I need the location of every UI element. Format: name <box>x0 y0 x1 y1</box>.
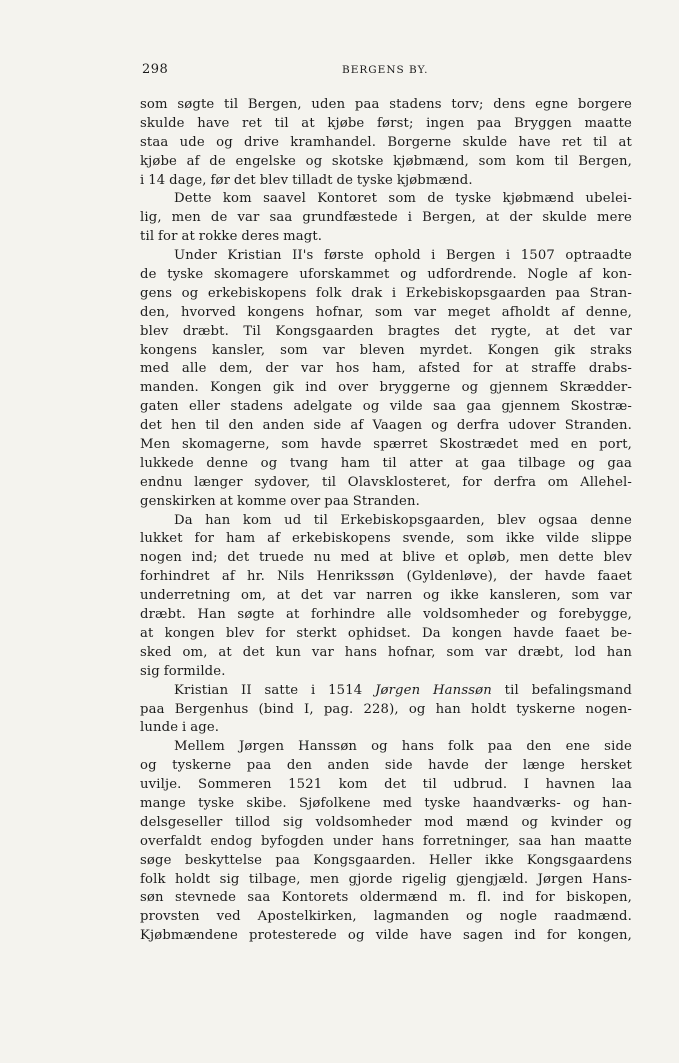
text-line: mange tyske skibe. Sjøfolkene med tyske haandværks- og han- <box>140 795 632 811</box>
text-line: lig, men de var saa grundfæstede i Bergen, at der skulde mere <box>140 210 632 226</box>
body-text <box>140 96 632 946</box>
text-line: folk holdt sig tilbage, men gjorde rigelig gjengjæld. Jørgen Hans- <box>140 871 632 887</box>
text-line: det hen til den anden side af Vaagen og derfra udover Stranden. <box>140 418 632 434</box>
text-line: søn stevnede saa Kontorets oldermænd m. fl. ind for biskopen, <box>140 890 632 906</box>
text-line: lunde i age. <box>140 720 220 736</box>
running-title: BERGENS BY. <box>342 64 429 76</box>
text-line: og tyskerne paa den anden side havde der længe hersket <box>140 758 632 774</box>
text-line: sig formilde. <box>140 663 226 679</box>
text-line: til for at rokke deres magt. <box>140 229 323 245</box>
text-line: Mellem Jørgen Hanssøn og hans folk paa den ene side <box>174 739 632 755</box>
text-line: den, hvorved kongens hofnar, som var meget afholdt af denne, <box>140 304 632 320</box>
text-line <box>140 682 632 701</box>
text-line: delsgeseller tillod sig voldsomheder mod mænd og kvinder og <box>140 814 632 830</box>
text-run: til befalingsmand <box>491 682 632 698</box>
text-line: Kjøbmændene protesterede og vilde have sagen ind for kongen, <box>140 928 632 944</box>
text-line: manden. Kongen gik ind over bryggerne og gjennem Skrædder- <box>140 380 632 396</box>
text-line: kongens kansler, som var bleven myrdet. Kongen gik straks <box>140 342 632 358</box>
text-line: Under Kristian II's første ophold i Bergen i 1507 optraadte <box>174 248 632 264</box>
text-line: søge beskyttelse paa Kongsgaarden. Heller ikke Kongsgaardens <box>140 852 632 868</box>
text-line: Men skomagerne, som havde spærret Skostrædet med en port, <box>140 437 632 453</box>
text-line: lukkede denne og tvang ham til atter at gaa tilbage og gaa <box>140 455 632 471</box>
text-line: kjøbe af de engelske og skotske kjøbmænd, som kom til Bergen, <box>140 153 632 169</box>
text-line: blev dræbt. Til Kongsgaarden bragtes det rygte, at det var <box>140 323 632 339</box>
text-line: sked om, at det kun var hans hofnar, som var dræbt, lod han <box>140 644 632 660</box>
text-line: gens og erkebiskopens folk drak i Erkebiskopsgaarden paa Stran- <box>140 285 632 301</box>
text-line: forhindret af hr. Nils Henrikssøn (Gyldenløve), der havde faaet <box>140 569 632 585</box>
text-line: skulde have ret til at kjøbe først; ingen paa Bryggen maatte <box>140 115 632 131</box>
text-run: Kristian II satte i 1514 <box>174 682 376 698</box>
text-line: Dette kom saavel Kontoret som de tyske kjøbmænd ubelei- <box>174 191 632 207</box>
text-line: med alle dem, der var hos ham, afsted for at straffe drabs- <box>140 361 632 377</box>
text-line: de tyske skomagere uforskammet og udfordrende. Nogle af kon- <box>140 267 632 283</box>
text-line: dræbt. Han søgte at forhindre alle voldsomheder og forebygge, <box>140 607 632 623</box>
text-line: som søgte til Bergen, uden paa stadens torv; dens egne borgere <box>140 97 632 112</box>
page-number: 298 <box>142 62 169 77</box>
text-line: i 14 dage, før det blev tilladt de tyske kjøbmænd. <box>140 172 473 188</box>
page-header <box>142 62 632 82</box>
text-line: staa ude og drive kramhandel. Borgerne skulde have ret til at <box>140 134 632 150</box>
text-line: lukket for ham af erkebiskopens svende, som ikke vilde slippe <box>140 531 632 547</box>
text-line: underretning om, at det var narren og ikke kansleren, som var <box>140 588 632 604</box>
text-line: genskirken at komme over paa Stranden. <box>140 493 420 509</box>
text-line: uvilje. Sommeren 1521 kom det til udbrud. I havnen laa <box>140 777 632 793</box>
text-line: overfaldt endog byfogden under hans forretninger, saa han maatte <box>140 833 632 849</box>
text-line: at kongen blev for sterkt ophidset. Da kongen havde faaet be- <box>140 625 632 641</box>
italic-name: Jørgen Hanssøn <box>375 682 492 698</box>
text-line: gaten eller stadens adelgate og vilde saa gaa gjennem Skostræ- <box>140 399 632 415</box>
text-line: provsten ved Apostelkirken, lagmanden og nogle raadmænd. <box>140 909 632 925</box>
text-line: nogen ind; det truede nu med at blive et opløb, men dette blev <box>140 550 632 566</box>
text-line: Da han kom ud til Erkebiskopsgaarden, blev ogsaa denne <box>174 512 632 528</box>
text-line: endnu længer sydover, til Olavsklosteret, for derfra om Allehel- <box>140 474 632 490</box>
text-line: paa Bergenhus (bind I, pag. 228), og han holdt tyskerne nogen- <box>140 701 632 717</box>
